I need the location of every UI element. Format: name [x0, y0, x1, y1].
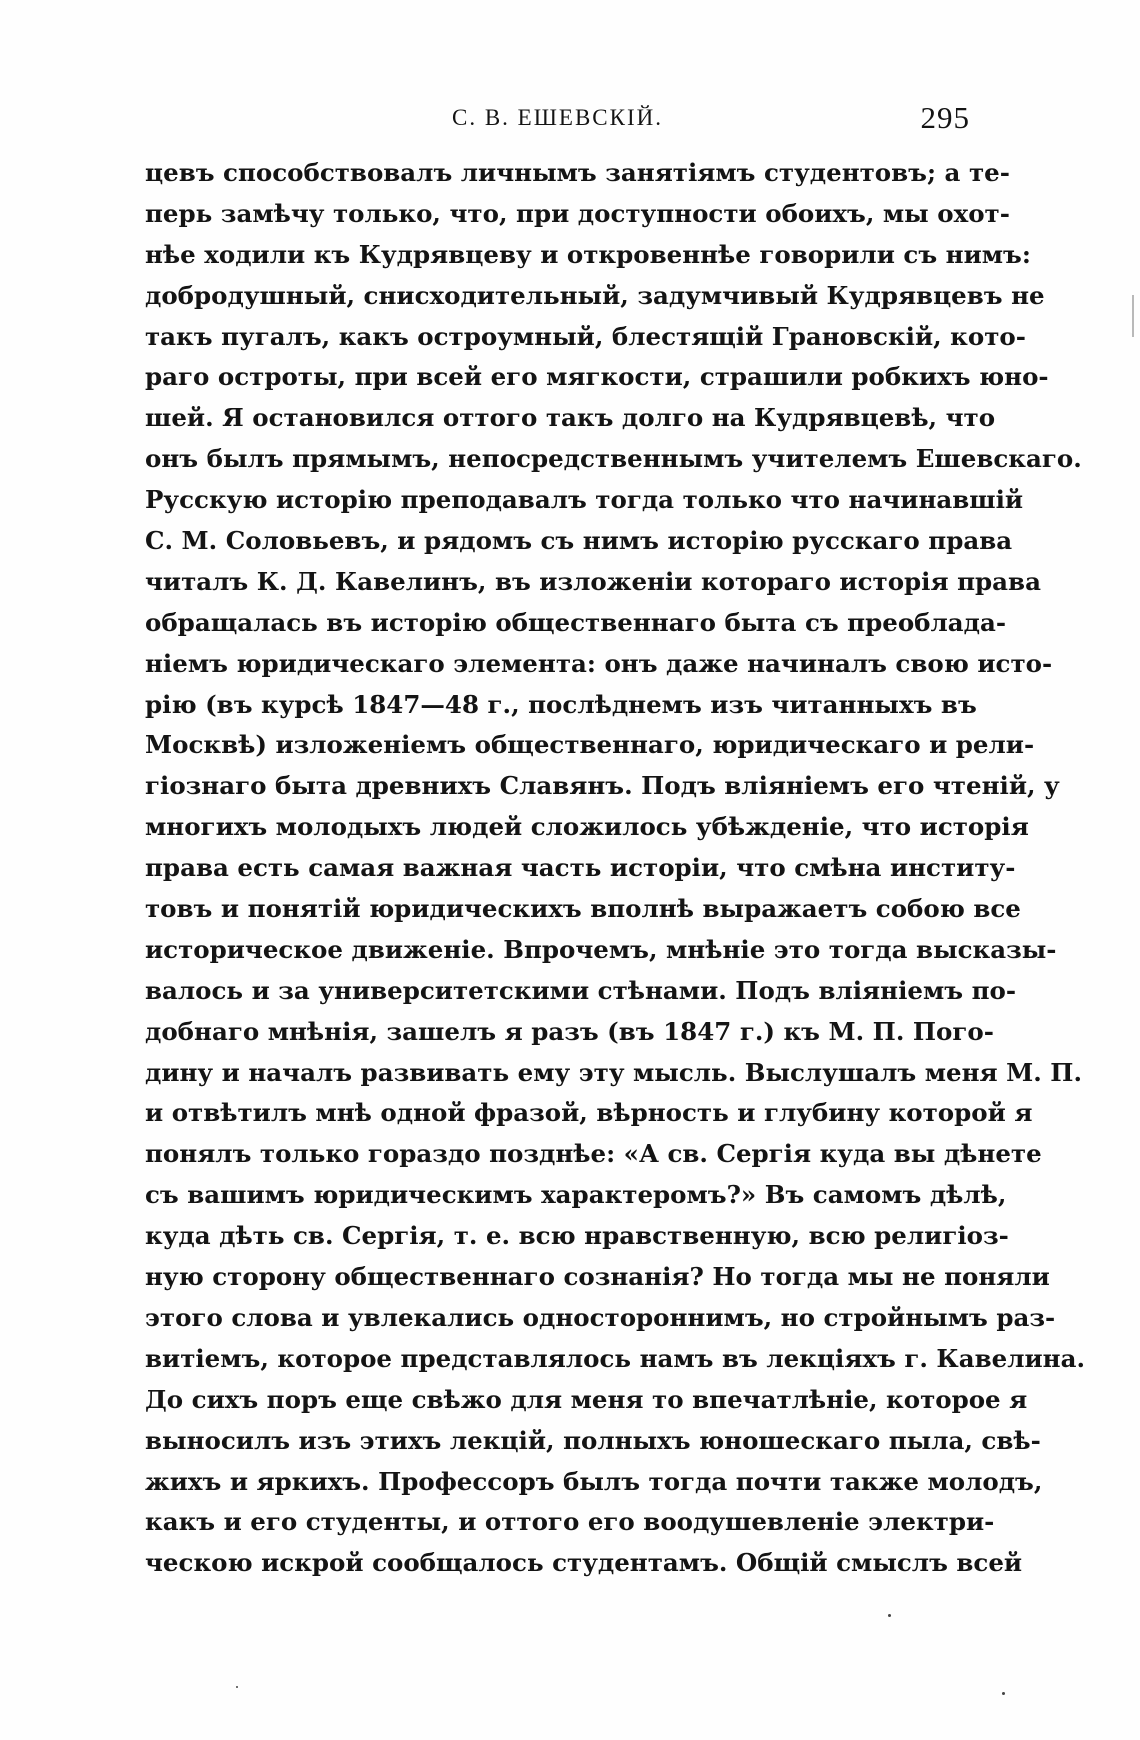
text-line: ніемъ юридическаго элемента: онъ даже начиналъ свою исто-: [145, 648, 1053, 678]
text-line: выносилъ изъ этихъ лекцій, полныхъ юношескаго пыла, свѣ-: [145, 1425, 1041, 1455]
text-line: До сихъ поръ еще свѣжо для меня то впечатлѣніе, которое я: [145, 1384, 1028, 1414]
text-line: С. М. Соловьевъ, и рядомъ съ нимъ исторію русскаго права: [145, 526, 1013, 556]
text-line: этого слова и увлекались одностороннимъ, но стройнымъ раз-: [145, 1302, 1056, 1332]
text-line: жихъ и яркихъ. Профессоръ былъ тогда почти также молодъ,: [145, 1466, 1043, 1496]
text-line: раго остроты, при всей его мягкости, страшили робкихъ юно-: [145, 362, 1049, 392]
text-line: дину и началъ развивать ему эту мысль. Выслушалъ меня М. П.: [145, 1057, 1082, 1087]
scan-speck: [236, 1686, 238, 1688]
running-head: С. В. ЕШЕВСКІЙ.: [451, 105, 664, 130]
text-line: добродушный, снисходительный, задумчивый Кудрявцевъ не: [145, 280, 1045, 310]
text-line: ческою искрой сообщалось студентамъ. Общій смыслъ всей: [145, 1548, 1023, 1578]
text-line: шей. Я остановился оттого такъ долго на Кудрявцевѣ, что: [145, 403, 996, 433]
text-line: онъ былъ прямымъ, непосредственнымъ учителемъ Ешевскаго.: [145, 444, 1082, 474]
text-line: права есть самая важная часть исторіи, что смѣна институ-: [145, 853, 1016, 883]
scan-margin-mark: [1132, 295, 1134, 337]
scan-speck: [888, 1614, 891, 1617]
text-line: нѣе ходили къ Кудрявцеву и откровеннѣе говорили съ нимъ:: [145, 239, 1031, 269]
page-header: [145, 98, 970, 138]
text-line: рію (въ курсѣ 1847—48 г., послѣднемъ изъ читанныхъ въ: [145, 689, 977, 719]
text-line: историческое движеніе. Впрочемъ, мнѣніе это тогда высказы-: [145, 934, 1057, 964]
text-line: цевъ способствовалъ личнымъ занятіямъ студентовъ; а те-: [145, 158, 1010, 187]
text-line: какъ и его студенты, и оттого его воодушевленіе электри-: [145, 1507, 995, 1537]
text-line: Москвѣ) изложеніемъ общественнаго, юридическаго и рели-: [145, 730, 1035, 760]
text-line: добнаго мнѣнія, зашелъ я разъ (въ 1847 г.) къ М. П. Пого-: [145, 1016, 994, 1046]
text-line: понялъ только гораздо позднѣе: «А св. Сергія куда вы дѣнете: [145, 1139, 1042, 1169]
text-line: такъ пугалъ, какъ остроумный, блестящій Грановскій, кото-: [145, 321, 1026, 351]
page-number: 295: [920, 100, 970, 135]
text-line: ную сторону общественнаго сознанія? Но тогда мы не поняли: [145, 1262, 1050, 1292]
text-line: съ вашимъ юридическимъ характеромъ?» Въ самомъ дѣлѣ,: [145, 1180, 1007, 1210]
text-line: товъ и понятій юридическихъ вполнѣ выражаетъ собою все: [145, 894, 1021, 924]
text-line: читалъ К. Д. Кавелинъ, въ изложеніи котораго исторія права: [145, 566, 1041, 596]
text-line: многихъ молодыхъ людей сложилось убѣжденіе, что исторія: [145, 812, 1029, 842]
text-line: куда дѣть св. Сергія, т. е. всю нравственную, всю религіоз-: [145, 1221, 1009, 1251]
text-line: и отвѣтилъ мнѣ одной фразой, вѣрность и глубину которой я: [145, 1098, 1033, 1128]
text-line: перь замѣчу только, что, при доступности обоихъ, мы охот-: [145, 198, 1010, 228]
text-line: обращалась въ исторію общественнаго быта съ преоблада-: [145, 607, 1007, 637]
text-line: Русскую исторію преподавалъ тогда только что начинавшій: [145, 485, 1024, 515]
scan-speck: [1002, 1692, 1005, 1695]
text-line: валось и за университетскими стѣнами. Подъ вліяніемъ по-: [145, 975, 1017, 1005]
body-text: [145, 153, 1085, 1584]
text-line: витіемъ, которое представлялось намъ въ лекціяхъ г. Кавелина.: [145, 1343, 1085, 1373]
text-line: гіознаго быта древнихъ Славянъ. Подъ вліяніемъ его чтеній, у: [145, 771, 1060, 801]
